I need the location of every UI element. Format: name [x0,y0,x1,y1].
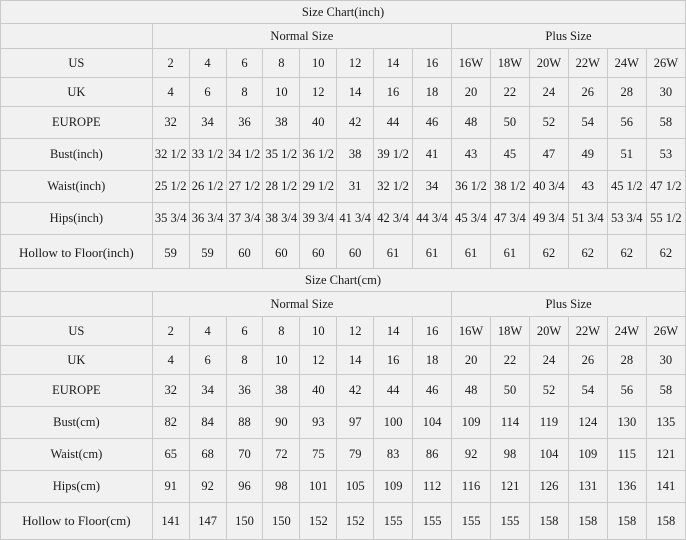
cell: 42 3/4 [374,203,413,235]
cell: 42 [337,375,374,407]
cell: 60 [300,235,337,272]
cell: 70 [226,439,263,471]
cell: 104 [413,407,452,439]
cell: 6 [189,346,226,375]
cell: 4 [189,49,226,78]
cell: 100 [374,407,413,439]
cell: 27 1/2 [226,171,263,203]
cell: 36 3/4 [189,203,226,235]
size-chart-cm [0,268,686,530]
cell: 30 [646,346,685,375]
cell: 38 1/2 [490,171,529,203]
cell: 10 [300,49,337,78]
cell: 16W [451,49,490,78]
cell: 29 1/2 [300,171,337,203]
cell: 92 [189,471,226,503]
cell: 28 1/2 [263,171,300,203]
cell: 6 [226,49,263,78]
cell: 32 [152,107,189,139]
cell: 130 [607,407,646,439]
cell: 14 [374,317,413,346]
cell: 62 [607,235,646,272]
cell: 48 [451,107,490,139]
row-label-hips: Hips(cm) [1,471,153,503]
cell: 49 [568,139,607,171]
cell: 131 [568,471,607,503]
cell: 44 [374,107,413,139]
chart-title-row [1,1,686,24]
cell: 141 [152,503,189,540]
cell: 45 3/4 [451,203,490,235]
cell: 61 [490,235,529,272]
cell: 104 [530,439,569,471]
cell: 155 [374,503,413,540]
row-label-bust: Bust(cm) [1,407,153,439]
cell: 35 3/4 [152,203,189,235]
cell: 60 [226,235,263,272]
cell: 31 [337,171,374,203]
cell: 8 [263,49,300,78]
chart-title: Size Chart(cm) [1,269,686,292]
table-row [1,171,686,203]
cell: 109 [452,407,491,439]
cell: 40 [300,107,337,139]
cell: 22W [568,49,607,78]
table-row [1,49,686,78]
cell: 59 [189,235,226,272]
cell: 12 [337,49,374,78]
cell: 39 1/2 [374,139,413,171]
cell: 38 [263,375,300,407]
group-normal-size: Normal Size [152,292,451,317]
cell: 38 [337,139,374,171]
cell: 158 [646,503,685,540]
cell: 45 [490,139,529,171]
row-label-hips: Hips(inch) [1,203,153,235]
cell: 68 [189,439,226,471]
cell: 32 [152,375,189,407]
cell: 91 [152,471,189,503]
group-normal-size: Normal Size [152,24,451,49]
cell: 35 1/2 [263,139,300,171]
cell: 88 [226,407,263,439]
cell: 115 [607,439,646,471]
cell: 10 [263,78,300,107]
cell: 18W [491,317,530,346]
cell: 55 1/2 [646,203,685,235]
cell: 126 [530,471,569,503]
cell: 38 3/4 [263,203,300,235]
cell: 155 [491,503,530,540]
cell: 59 [152,235,189,272]
cell: 155 [452,503,491,540]
cell: 58 [646,107,685,139]
cell: 25 1/2 [152,171,189,203]
cell: 4 [152,346,189,375]
cell: 40 [300,375,337,407]
cell: 114 [491,407,530,439]
chart-title-row [1,269,686,292]
row-label-europe: EUROPE [1,375,153,407]
table-row [1,203,686,235]
row-label-hollow-to-floor: Hollow to Floor(cm) [1,503,153,540]
cell: 4 [189,317,226,346]
cell: 51 [607,139,646,171]
cell: 46 [413,375,452,407]
table-row [1,235,686,272]
group-plus-size: Plus Size [452,292,686,317]
cell: 158 [607,503,646,540]
cell: 75 [300,439,337,471]
cell: 6 [189,78,226,107]
cell: 12 [337,317,374,346]
cell: 26 [568,346,607,375]
cell: 4 [152,78,189,107]
cell: 61 [413,235,452,272]
row-label-waist: Waist(cm) [1,439,153,471]
cell: 53 3/4 [607,203,646,235]
table-row [1,107,686,139]
cell: 52 [530,375,569,407]
cell: 92 [452,439,491,471]
cell: 34 [189,375,226,407]
cell: 10 [300,317,337,346]
cell: 45 1/2 [607,171,646,203]
cell: 24W [607,317,646,346]
cell: 152 [337,503,374,540]
cell: 26W [646,49,685,78]
cell: 26 [568,78,607,107]
cell: 135 [646,407,685,439]
cell: 16 [374,346,413,375]
corner-cell [1,24,153,49]
cell: 61 [374,235,413,272]
cell: 32 1/2 [152,139,189,171]
cell: 8 [226,78,263,107]
cell: 101 [300,471,337,503]
cell: 34 [189,107,226,139]
cell: 98 [491,439,530,471]
cell: 62 [529,235,568,272]
cell: 24W [607,49,646,78]
cell: 36 1/2 [300,139,337,171]
cell: 116 [452,471,491,503]
cell: 65 [152,439,189,471]
cell: 136 [607,471,646,503]
cell: 82 [152,407,189,439]
cell: 22W [568,317,607,346]
cell: 60 [337,235,374,272]
cell: 58 [646,375,685,407]
cell: 109 [374,471,413,503]
cell: 121 [491,471,530,503]
row-label-bust: Bust(inch) [1,139,153,171]
cell: 105 [337,471,374,503]
cell: 72 [263,439,300,471]
row-label-hollow-to-floor: Hollow to Floor(inch) [1,235,153,272]
chart-title: Size Chart(inch) [1,1,686,24]
cell: 28 [607,78,646,107]
cell: 49 3/4 [529,203,568,235]
cell: 18W [490,49,529,78]
cell: 79 [337,439,374,471]
cell: 8 [226,346,263,375]
cell: 158 [568,503,607,540]
cell: 12 [300,346,337,375]
cell: 30 [646,78,685,107]
cell: 150 [226,503,263,540]
cell: 6 [226,317,263,346]
cell: 32 1/2 [374,171,413,203]
cell: 20 [451,78,490,107]
cell: 39 3/4 [300,203,337,235]
cell: 86 [413,439,452,471]
cell: 12 [300,78,337,107]
cell: 2 [152,317,189,346]
row-label-uk: UK [1,78,153,107]
row-label-uk: UK [1,346,153,375]
cell: 150 [263,503,300,540]
cell: 96 [226,471,263,503]
cell: 38 [263,107,300,139]
table-row [1,407,686,439]
cell: 14 [337,78,374,107]
cell: 47 [529,139,568,171]
cell: 56 [607,375,646,407]
cell: 16 [413,49,452,78]
cell: 22 [491,346,530,375]
cell: 28 [607,346,646,375]
cell: 147 [189,503,226,540]
cell: 50 [490,107,529,139]
cell: 155 [413,503,452,540]
cell: 26 1/2 [189,171,226,203]
cell: 62 [646,235,685,272]
cell: 41 3/4 [337,203,374,235]
cell: 141 [646,471,685,503]
corner-cell [1,292,153,317]
cell: 14 [337,346,374,375]
table-row [1,375,686,407]
cell: 119 [530,407,569,439]
cell: 44 3/4 [413,203,452,235]
cell: 60 [263,235,300,272]
table-row [1,346,686,375]
cell: 16 [413,317,452,346]
table-row [1,139,686,171]
cell: 36 [226,107,263,139]
size-table-cm [0,268,686,540]
cell: 20W [529,49,568,78]
cell: 121 [646,439,685,471]
cell: 14 [374,49,413,78]
cell: 112 [413,471,452,503]
cell: 61 [451,235,490,272]
cell: 44 [374,375,413,407]
cell: 84 [189,407,226,439]
cell: 47 3/4 [490,203,529,235]
cell: 83 [374,439,413,471]
cell: 18 [413,346,452,375]
row-label-us: US [1,49,153,78]
cell: 54 [568,107,607,139]
table-row [1,317,686,346]
cell: 109 [568,439,607,471]
cell: 24 [530,346,569,375]
cell: 36 1/2 [451,171,490,203]
cell: 62 [568,235,607,272]
cell: 37 3/4 [226,203,263,235]
table-row [1,471,686,503]
row-label-waist: Waist(inch) [1,171,153,203]
cell: 47 1/2 [646,171,685,203]
table-row [1,503,686,540]
cell: 33 1/2 [189,139,226,171]
cell: 16 [374,78,413,107]
cell: 22 [490,78,529,107]
cell: 98 [263,471,300,503]
cell: 152 [300,503,337,540]
table-row [1,78,686,107]
cell: 16W [452,317,491,346]
cell: 97 [337,407,374,439]
cell: 56 [607,107,646,139]
cell: 53 [646,139,685,171]
cell: 18 [413,78,452,107]
cell: 2 [152,49,189,78]
cell: 46 [413,107,452,139]
cell: 54 [568,375,607,407]
cell: 20 [452,346,491,375]
cell: 8 [263,317,300,346]
cell: 50 [491,375,530,407]
cell: 43 [451,139,490,171]
cell: 124 [568,407,607,439]
group-header-row [1,292,686,317]
cell: 48 [452,375,491,407]
cell: 51 3/4 [568,203,607,235]
size-chart-inch [0,0,686,262]
cell: 42 [337,107,374,139]
cell: 10 [263,346,300,375]
cell: 36 [226,375,263,407]
cell: 90 [263,407,300,439]
group-plus-size: Plus Size [451,24,685,49]
cell: 43 [568,171,607,203]
row-label-europe: EUROPE [1,107,153,139]
cell: 93 [300,407,337,439]
group-header-row [1,24,686,49]
cell: 34 [413,171,452,203]
cell: 34 1/2 [226,139,263,171]
cell: 52 [529,107,568,139]
cell: 41 [413,139,452,171]
row-label-us: US [1,317,153,346]
table-row [1,439,686,471]
cell: 158 [530,503,569,540]
cell: 40 3/4 [529,171,568,203]
cell: 20W [530,317,569,346]
cell: 24 [529,78,568,107]
cell: 26W [646,317,685,346]
